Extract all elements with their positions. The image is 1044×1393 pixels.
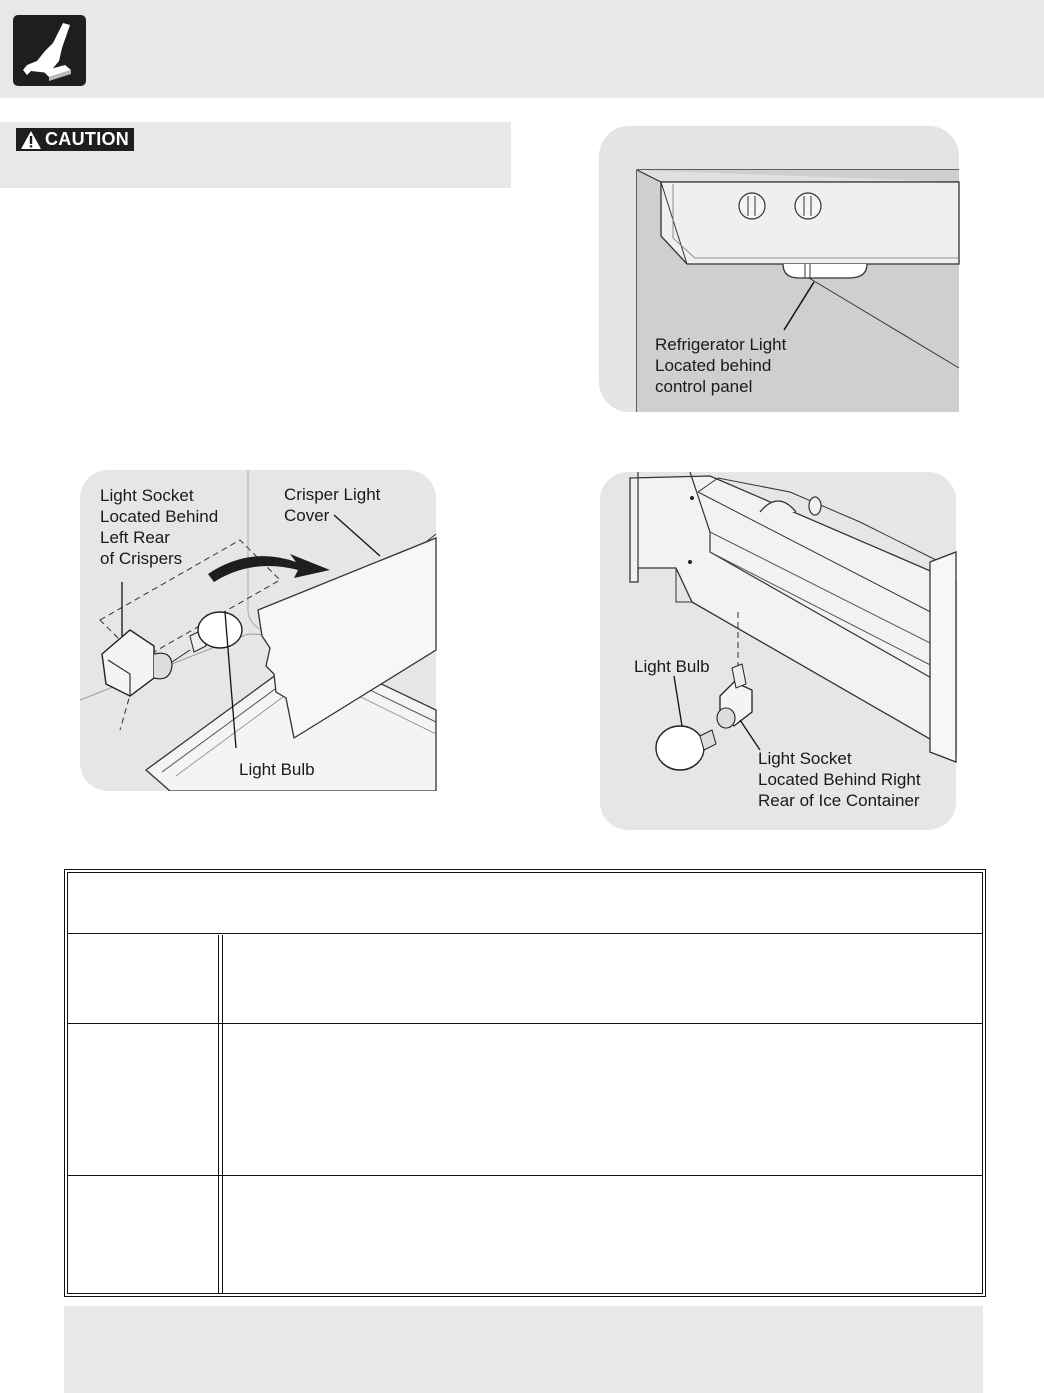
table-divider <box>68 1023 982 1024</box>
caution-badge <box>16 128 134 151</box>
crisper-socket-label-line-3: Left Rear <box>100 528 170 547</box>
ice-socket-label-line-3: Rear of Ice Container <box>758 791 920 810</box>
crisper-socket-label-line-2: Located Behind <box>100 507 219 526</box>
caution-label: CAUTION <box>45 129 130 149</box>
bulb-table <box>64 869 986 1297</box>
hand-icon <box>13 15 86 86</box>
refrigerator-light-label-line-2: Located behind <box>655 356 772 375</box>
ice-socket-label-line-1: Light Socket <box>758 749 852 768</box>
table-column-divider <box>218 935 219 1293</box>
crisper-cover-label-line-1: Crisper Light <box>284 485 381 504</box>
crisper-socket-label-line-4: of Crispers <box>100 549 183 568</box>
table-divider <box>68 1175 982 1176</box>
warning-icon <box>20 130 42 150</box>
figure-refrigerator-light <box>599 126 960 412</box>
refrigerator-light-label-line-1: Refrigerator Light <box>655 335 787 354</box>
crisper-bulb-label: Light Bulb <box>239 760 315 779</box>
ice-bulb-label: Light Bulb <box>634 657 710 676</box>
refrigerator-light-label-line-3: control panel <box>655 377 753 396</box>
table-column-divider <box>222 935 223 1293</box>
figure-ice-container-light <box>600 472 957 831</box>
crisper-cover-label-line-2: Cover <box>284 506 330 525</box>
table-divider <box>68 933 982 934</box>
figure-crisper-light <box>80 470 437 791</box>
page-header <box>0 0 1044 98</box>
footer-panel <box>64 1306 983 1393</box>
ice-socket-label-line-2: Located Behind Right <box>758 770 921 789</box>
crisper-socket-label-line-1: Light Socket <box>100 486 194 505</box>
